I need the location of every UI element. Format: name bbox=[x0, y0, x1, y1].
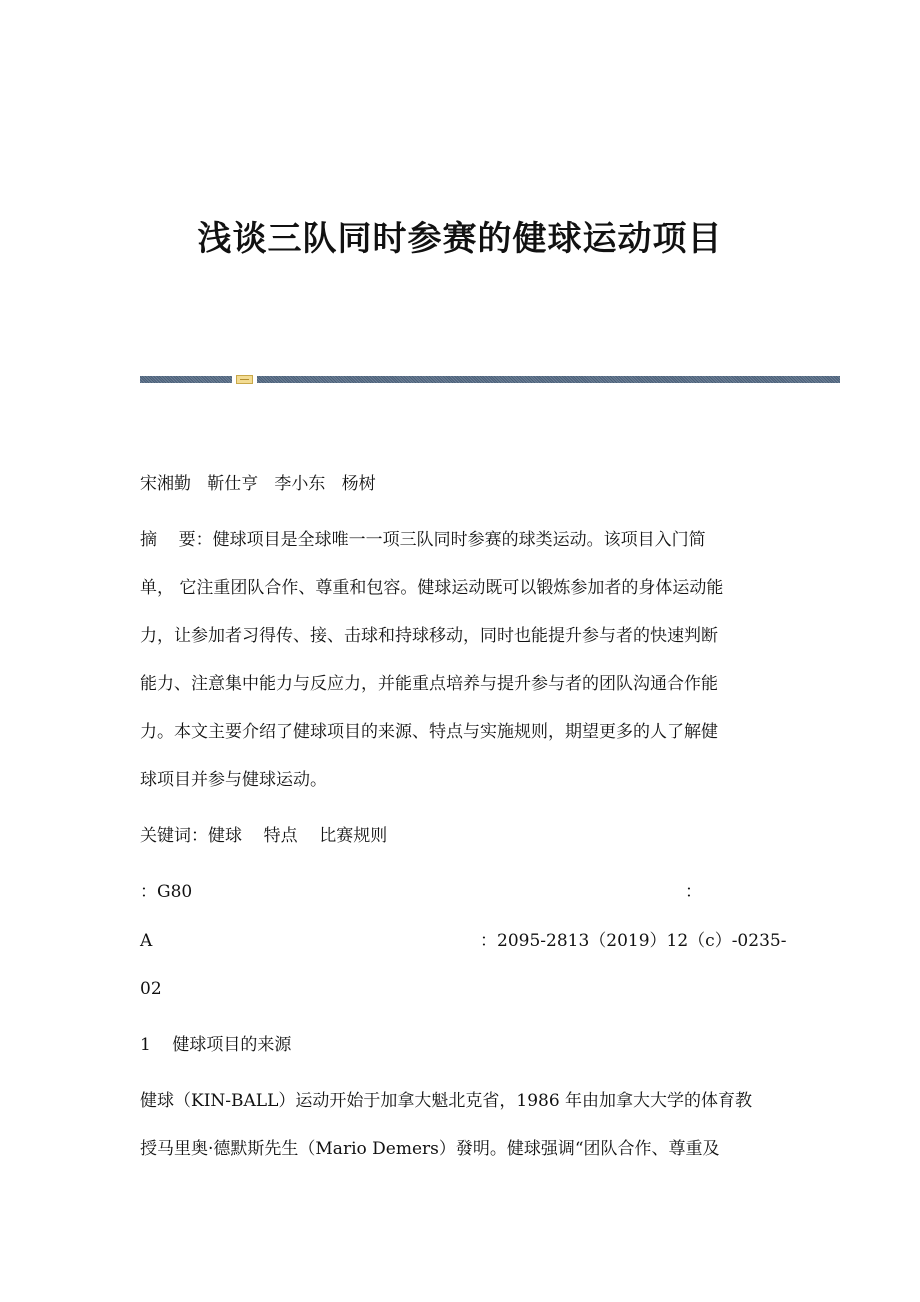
document-title: 浅谈三队同时参赛的健球运动项目 bbox=[197, 219, 723, 259]
divider-bar-left bbox=[140, 376, 232, 383]
author-list: 宋湘勤 靳仕亨 李小东 杨树 bbox=[140, 474, 376, 494]
abstract-line-6: 球项目并参与健球运动。 bbox=[140, 770, 327, 790]
abstract-line-2: 单， 它注重团队合作、尊重和包容。健球运动既可以锻炼参加者的身体运动能 bbox=[140, 578, 724, 598]
abstract-line-1: 摘 要：健球项目是全球唯一一项三队同时参赛的球类运动。该项目入门简 bbox=[140, 530, 706, 550]
keywords: 关键词：健球 特点 比赛规则 bbox=[140, 826, 388, 846]
abstract-line-3: 力，让参加者习得传、接、击球和持球移动，同时也能提升参与者的快速判断 bbox=[140, 626, 718, 646]
classification-code: ：G80 bbox=[140, 882, 193, 902]
divider-ornament-icon bbox=[236, 375, 253, 384]
title-divider bbox=[140, 375, 840, 384]
article-number-continued: 02 bbox=[140, 979, 162, 999]
section-heading-1: 1 健球项目的来源 bbox=[140, 1035, 292, 1055]
classification-code-colon: ： bbox=[685, 882, 702, 902]
document-code: A bbox=[140, 931, 153, 951]
article-number: ：2095-2813（2019）12（c）-0235- bbox=[480, 931, 787, 951]
divider-bar-right bbox=[257, 376, 840, 383]
abstract-line-5: 力。本文主要介绍了健球项目的来源、特点与实施规则，期望更多的人了解健 bbox=[140, 722, 718, 742]
body-line-1: 健球（KIN-BALL）运动开始于加拿大魁北克省，1986 年由加拿大大学的体育教 bbox=[140, 1091, 753, 1111]
body-line-2: 授马里奥·德默斯先生（Mario Demers）發明。健球强调“团队合作、尊重及 bbox=[140, 1139, 720, 1159]
abstract-line-4: 能力、注意集中能力与反应力，并能重点培养与提升参与者的团队沟通合作能 bbox=[140, 674, 718, 694]
